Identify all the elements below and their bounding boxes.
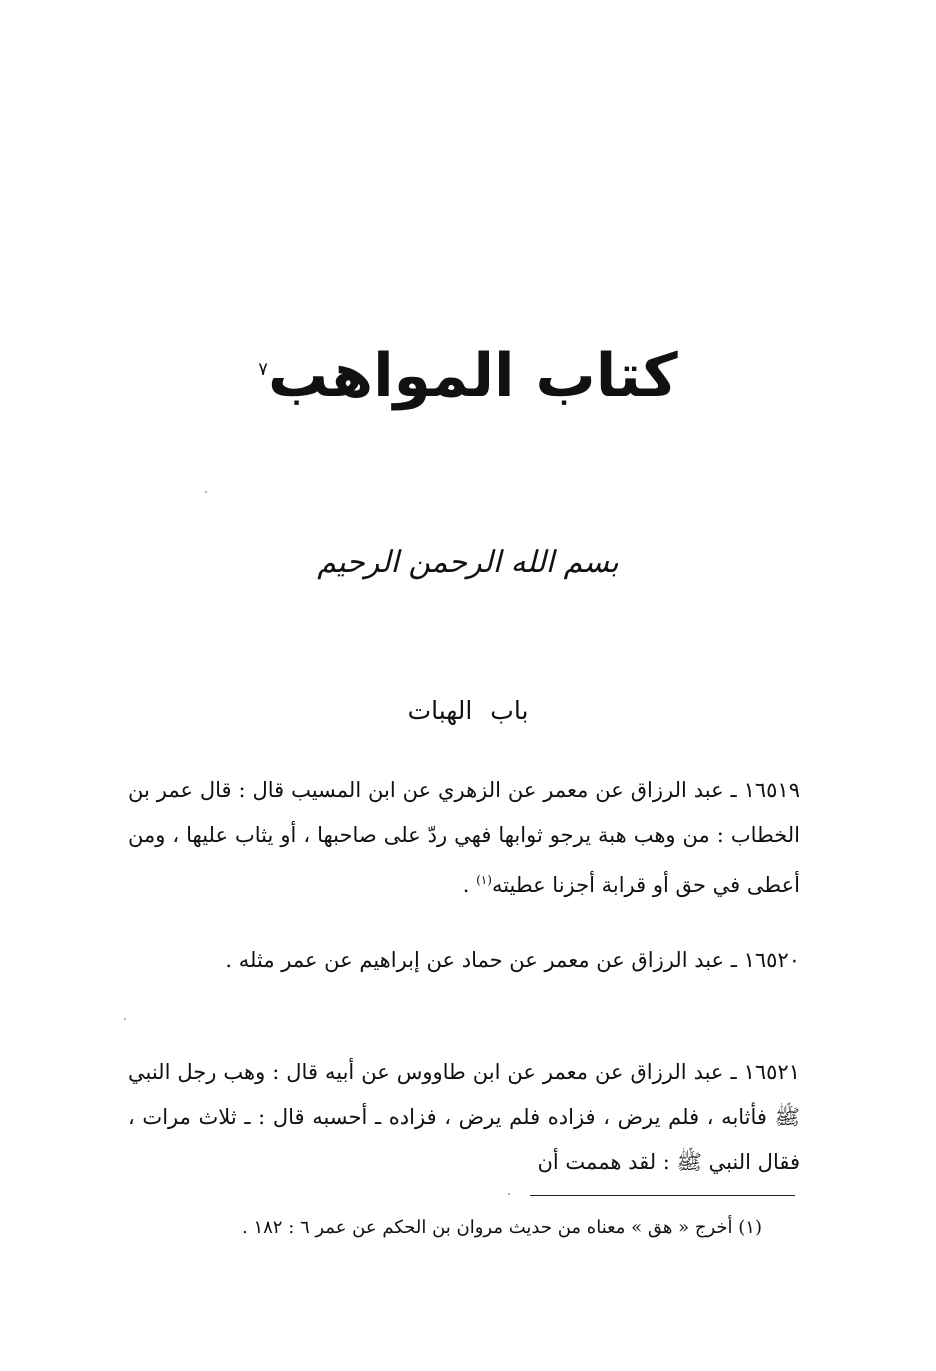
footnote-separator xyxy=(530,1195,795,1196)
paragraph-text: ١٦٥٢٠ ـ عبد الرزاق عن معمر عن حماد عن إبراهيم عن عمر مثله . xyxy=(225,948,800,972)
paragraph-16519 xyxy=(128,768,800,908)
paragraph-text: ١٦٥٢١ ـ عبد الرزاق عن معمر عن ابن طاووس عن أبيه قال : وهب رجل النبي ﷺ فأثابه ، فلم يرض ، فزاده فلم يرض ، فزاده ـ أحسبه قال : ـ ثلاث مرات ، فقال النبي ﷺ : لقد هممت أن xyxy=(128,1060,800,1174)
basmala: بسم الله الرحمن الرحيم xyxy=(317,545,619,580)
footnote-reference: (١) xyxy=(476,873,492,887)
paragraph-16520 xyxy=(128,938,800,983)
paragraph-ending: . xyxy=(462,873,477,897)
scan-speck xyxy=(205,491,207,493)
chapter-heading: باب الهبات xyxy=(407,696,529,725)
scan-speck xyxy=(508,1193,510,1195)
paragraph-16521 xyxy=(128,1050,800,1185)
paragraph-text: ١٦٥١٩ ـ عبد الرزاق عن معمر عن الزهري عن ابن المسيب قال : قال عمر بن الخطاب : من وهب هبة يرجو ثوابها فهي ردّ على صاحبها ، أو يثاب عليها ، ومن أعطى في حق أو قرابة أجزنا عطيته xyxy=(128,778,800,897)
book-title xyxy=(0,340,936,412)
title-note-mark: ٧ xyxy=(258,359,268,380)
book-title-text: كتاب المواهب xyxy=(267,341,678,411)
footnote: (١) أخرج « هق » معناه من حديث مروان بن الحكم عن عمر ٦ : ١٨٢ . xyxy=(242,1217,762,1238)
scan-speck xyxy=(124,1018,126,1020)
